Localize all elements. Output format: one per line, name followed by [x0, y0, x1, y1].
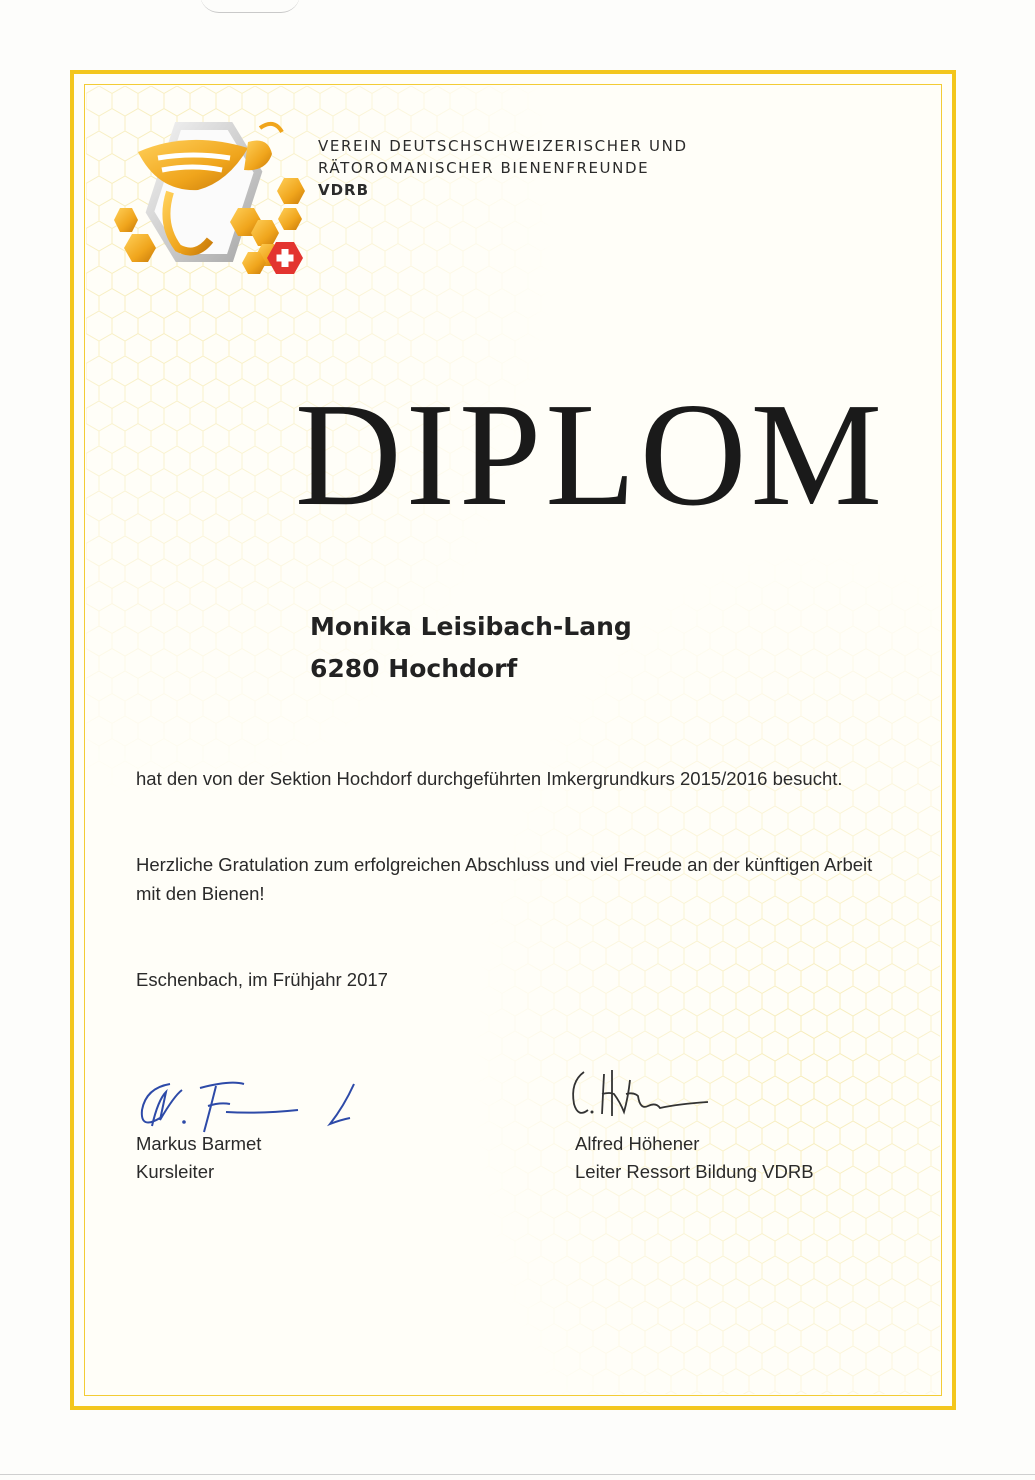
- signatory-right: [575, 1130, 814, 1186]
- sheet-edge: [0, 1474, 1035, 1475]
- recipient-address: 6280 Hochdorf: [310, 654, 518, 683]
- bee-honeycomb-logo: [98, 112, 318, 282]
- signatory-role: Kursleiter: [136, 1161, 215, 1182]
- place-date: Eschenbach, im Frühjahr 2017: [136, 969, 388, 990]
- diploma-title: DIPLOM: [294, 373, 887, 537]
- signatory-role: Leiter Ressort Bildung VDRB: [575, 1161, 814, 1182]
- body-paragraph-2: Herzliche Gratulation zum erfolgreichen Abschluss und viel Freude an der künftigen Arbeit mit den Bienen!: [136, 854, 873, 904]
- signature-right: [568, 1058, 728, 1128]
- scan-artifact: [200, 0, 300, 13]
- body-paragraph-1: hat den von der Sektion Hochdorf durchgeführten Imkergrundkurs 2015/2016 besucht.: [136, 768, 843, 789]
- signatory-left: [136, 1130, 261, 1186]
- organization-header: [318, 135, 688, 201]
- signatory-name: Alfred Höhener: [575, 1133, 700, 1154]
- recipient-name: Monika Leisibach-Lang: [310, 612, 632, 641]
- signatory-name: Markus Barmet: [136, 1133, 262, 1154]
- organization-line1: VEREIN DEUTSCHSCHWEIZERISCHER UND: [318, 137, 688, 155]
- organization-line2: RÄTOROMANISCHER BIENENFREUNDE: [318, 159, 650, 177]
- recipient-block: [310, 606, 632, 690]
- organization-abbreviation: VDRB: [318, 181, 370, 199]
